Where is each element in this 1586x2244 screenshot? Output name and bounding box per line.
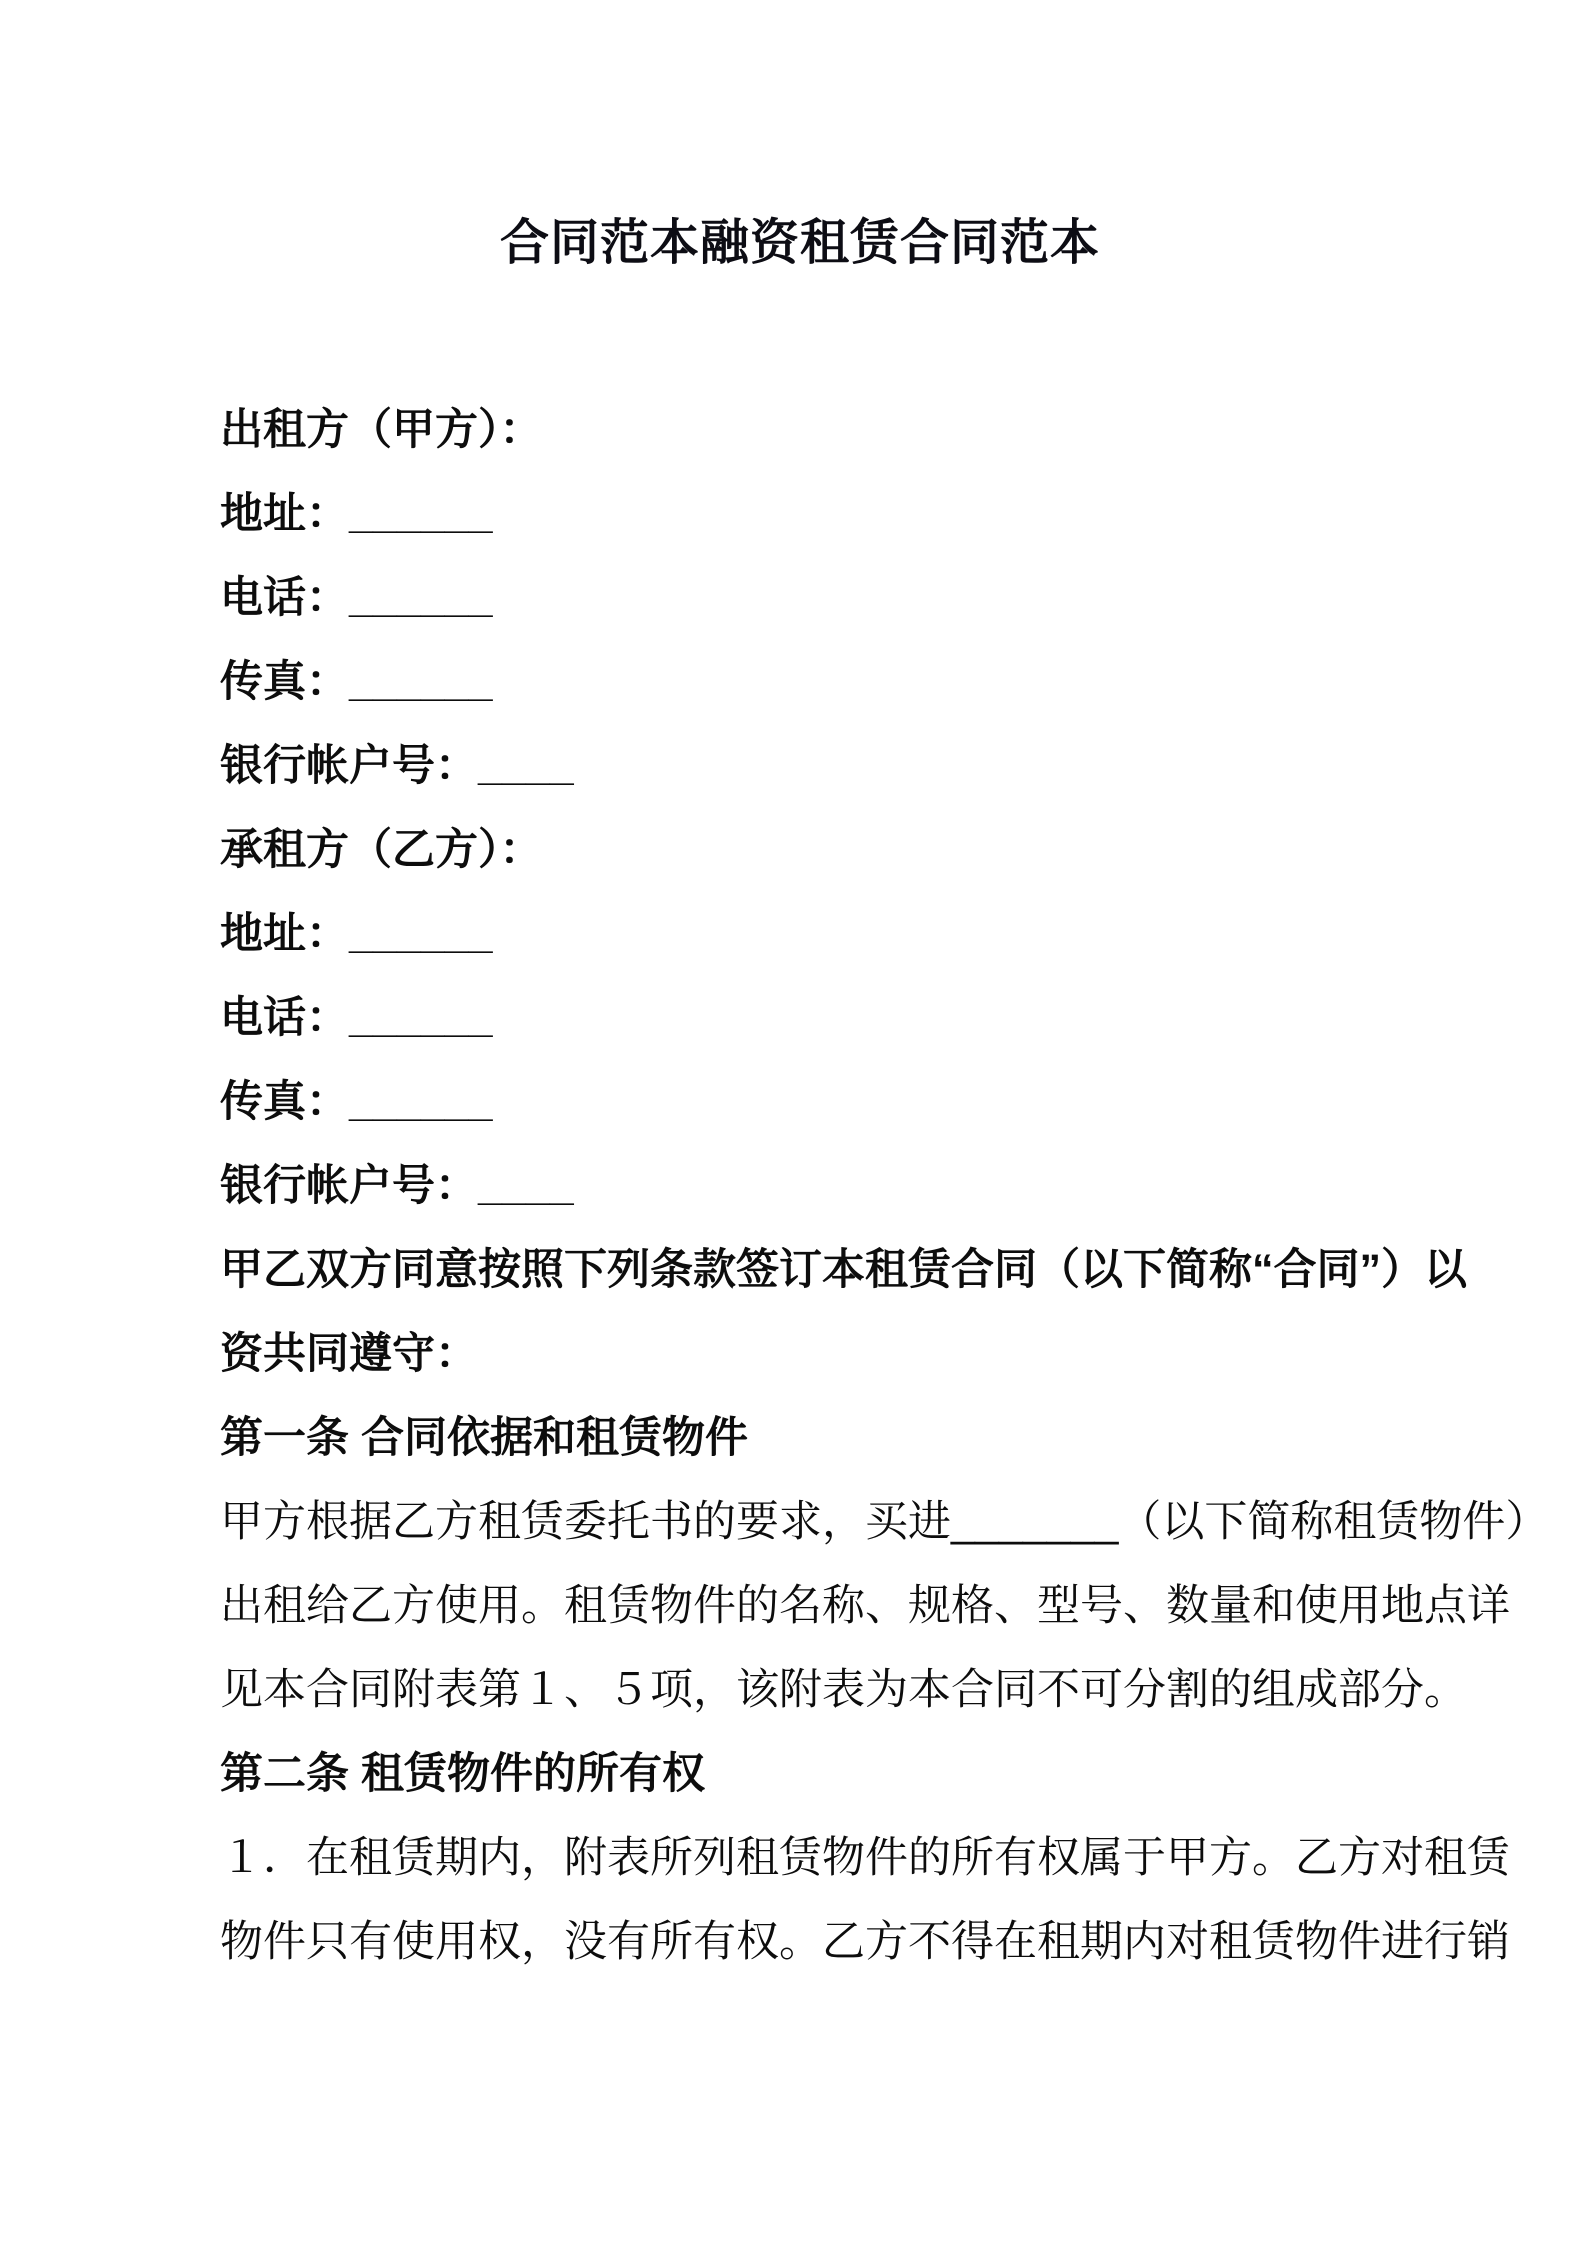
preamble-line-2: 资共同遵守： — [220, 1330, 478, 1378]
party-b-address-line: 地址：______ — [220, 910, 493, 958]
article-1-line-2: 出租给乙方使用。租赁物件的名称、规格、型号、数量和使用地点详 — [220, 1582, 1510, 1630]
article-1-heading: 第一条 合同依据和租赁物件 — [220, 1414, 748, 1462]
party-b-heading: 承租方（乙方）： — [220, 826, 543, 874]
party-a-heading: 出租方（甲方）： — [220, 406, 543, 454]
article-1-line-3: 见本合同附表第１、５项，该附表为本合同不可分割的组成部分。 — [220, 1666, 1467, 1714]
party-a-fax-line: 传真：______ — [220, 658, 493, 706]
document-title: 合同范本融资租赁合同范本 — [499, 216, 1100, 270]
party-a-bank-account-line: 银行帐户号：____ — [220, 742, 574, 790]
party-a-phone-line: 电话：______ — [220, 574, 493, 622]
document-content — [220, 0, 1549, 1984]
article-2-line-2: 物件只有使用权，没有所有权。乙方不得在租期内对租赁物件进行销 — [220, 1918, 1510, 1966]
party-a-address-line: 地址：______ — [220, 490, 493, 538]
document-body — [220, 388, 1549, 1984]
party-b-bank-account-line: 银行帐户号：____ — [220, 1162, 574, 1210]
article-2-line-1: １．在租赁期内，附表所列租赁物件的所有权属于甲方。乙方对租赁 — [220, 1834, 1510, 1882]
preamble-line-1: 甲乙双方同意按照下列条款签订本租赁合同（以下简称“合同”）以 — [220, 1246, 1467, 1294]
article-2-heading: 第二条 租赁物件的所有权 — [220, 1750, 705, 1798]
party-b-fax-line: 传真：______ — [220, 1078, 493, 1126]
article-1-line-1: 甲方根据乙方租赁委托书的要求，买进_______（以下简称租赁物件） — [220, 1498, 1549, 1546]
party-b-phone-line: 电话：______ — [220, 994, 493, 1042]
